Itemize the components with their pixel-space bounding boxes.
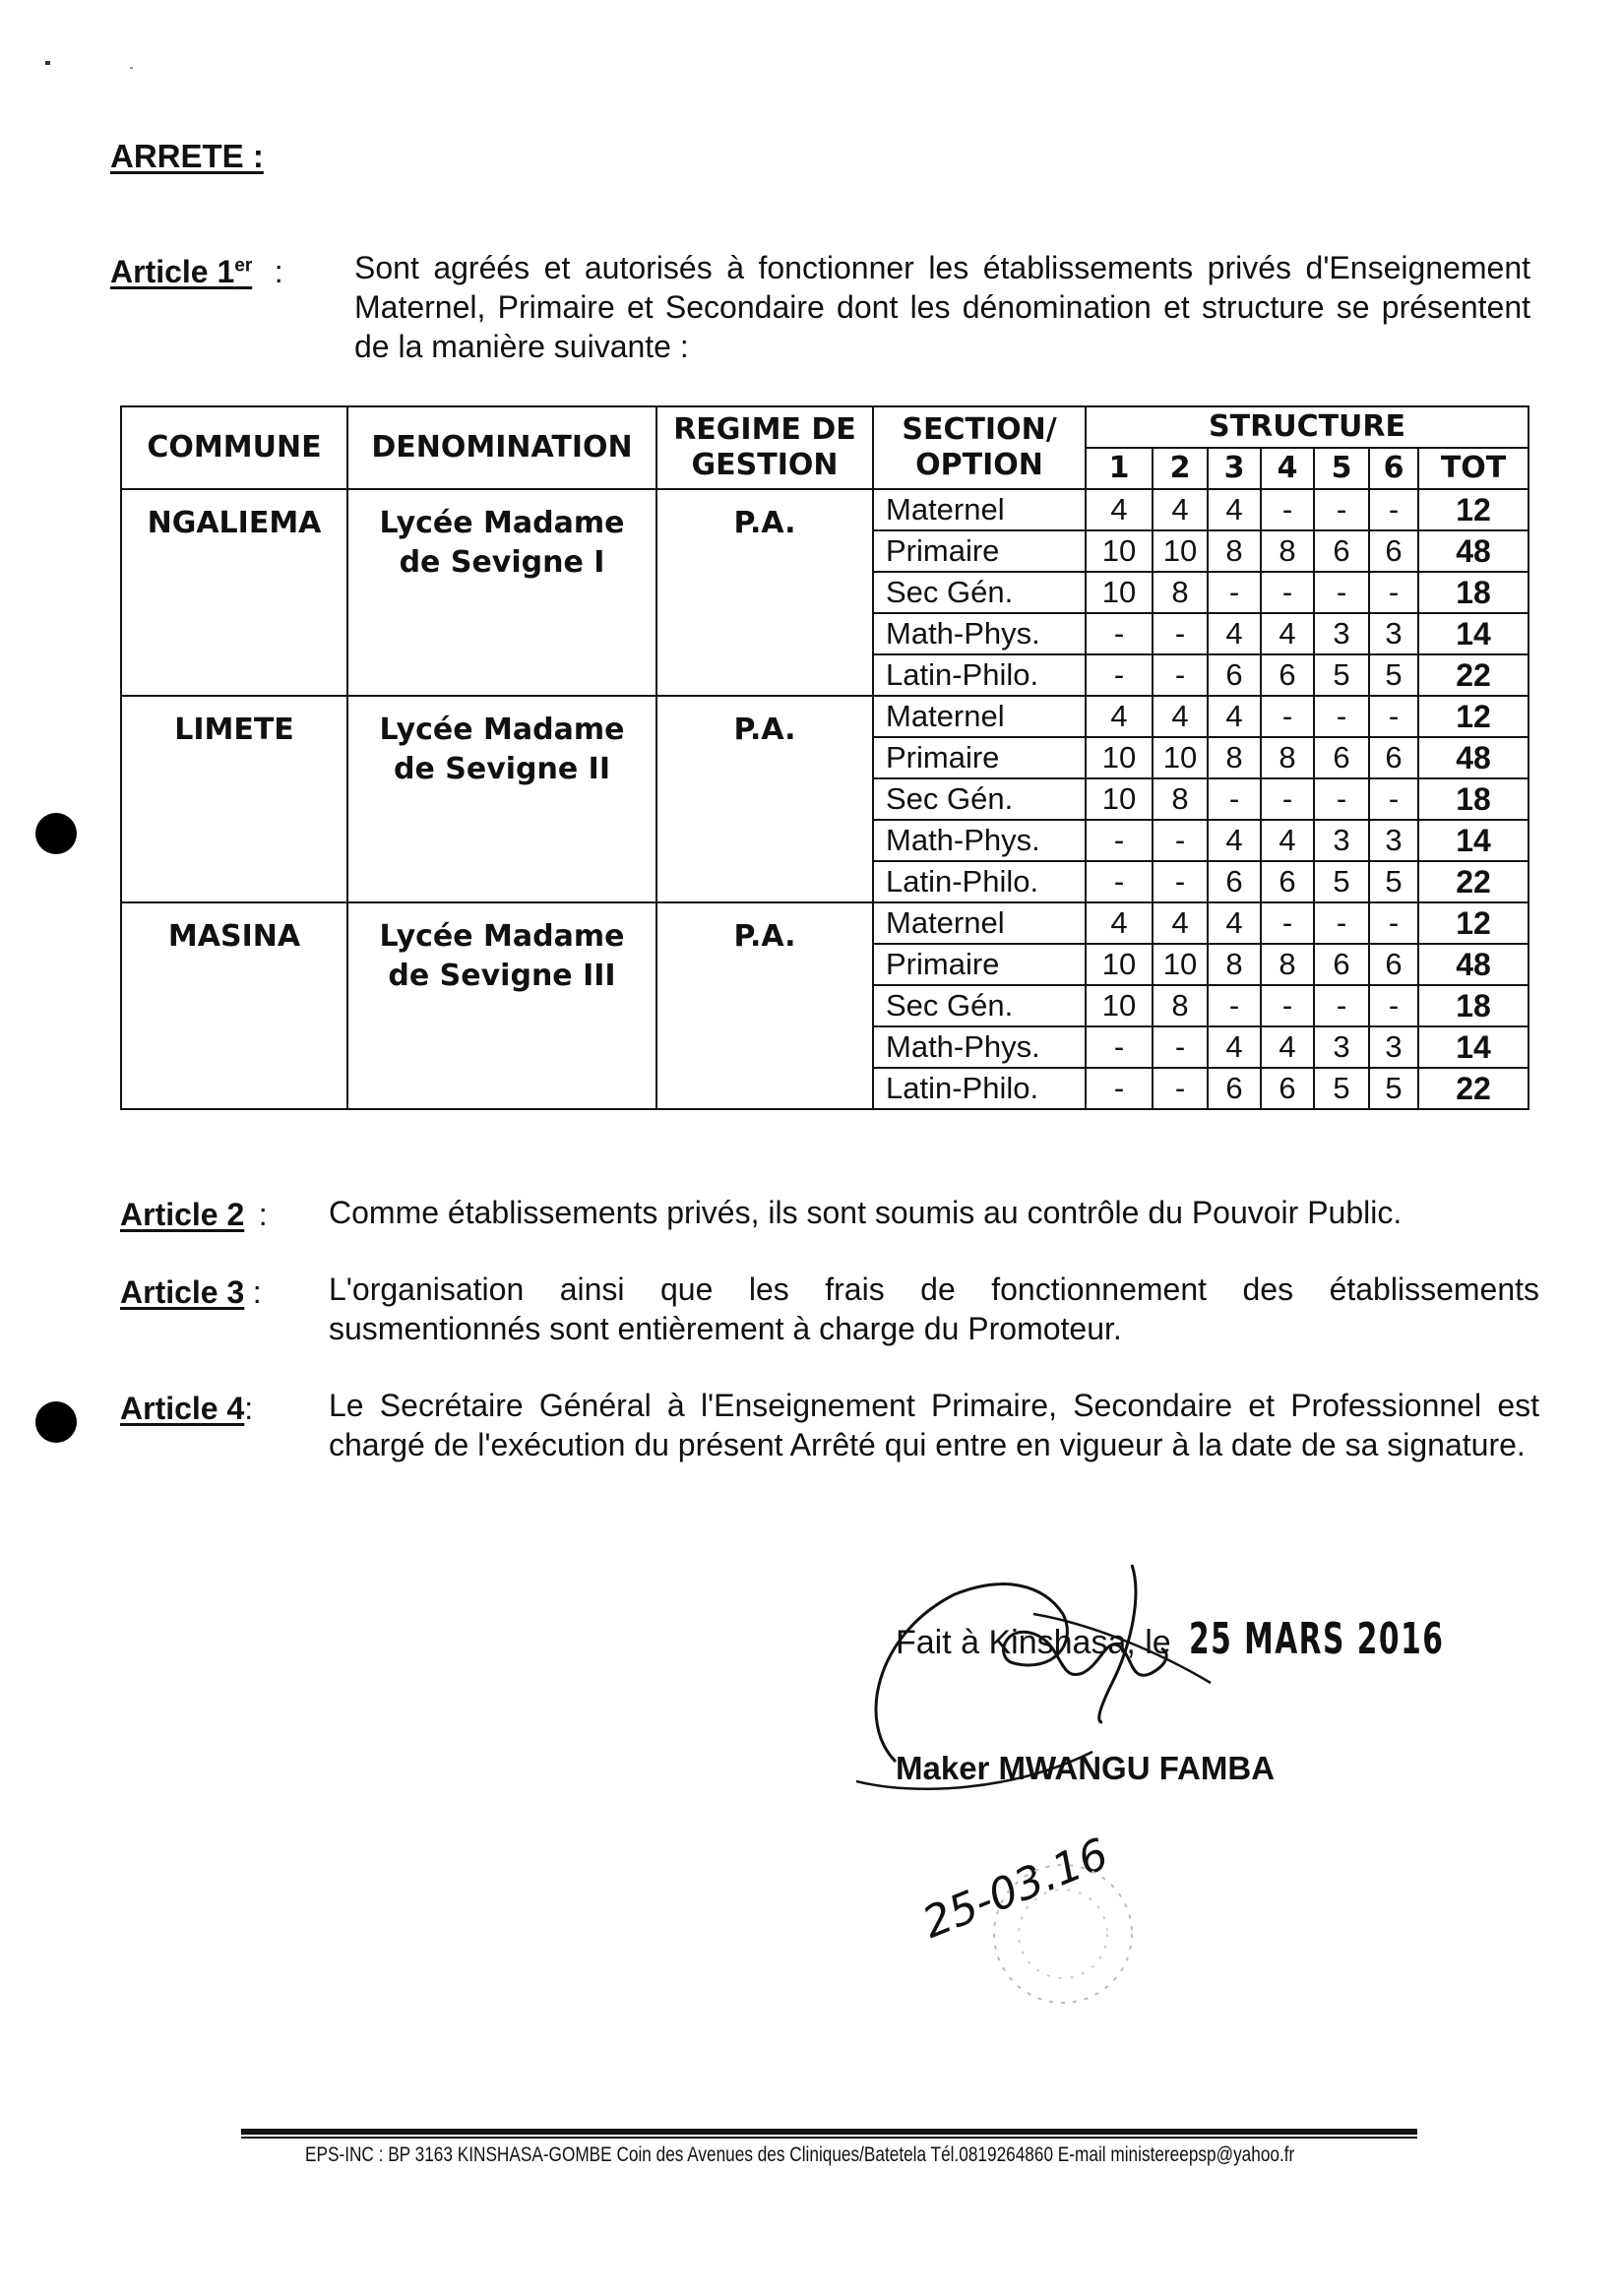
article-3-text: L'organisation ainsi que les frais de fonctionnement des établissements susmentionnés sont entièrement à charge du Promoteur. xyxy=(329,1272,1539,1346)
total-cell: 22 xyxy=(1418,861,1528,902)
denomination-cell: Lycée Madame de Sevigne I xyxy=(347,489,656,696)
total-cell: 12 xyxy=(1418,489,1528,530)
structure-value-cell: - xyxy=(1261,778,1314,820)
section-cell: Math-Phys. xyxy=(873,1026,1086,1068)
structure-value-cell: 8 xyxy=(1208,737,1261,778)
section-cell: Sec Gén. xyxy=(873,778,1086,820)
structure-value-cell: 3 xyxy=(1369,613,1418,654)
structure-value-cell: - xyxy=(1261,985,1314,1026)
structure-value-cell: 4 xyxy=(1208,696,1261,737)
structure-value-cell: 8 xyxy=(1261,737,1314,778)
punch-hole-mark xyxy=(35,1401,77,1443)
structure-value-cell: 8 xyxy=(1208,944,1261,985)
structure-value-cell: - xyxy=(1153,1026,1208,1068)
table-row xyxy=(121,902,1528,944)
article-4-colon: : xyxy=(244,1391,254,1426)
article-2-label xyxy=(120,1197,268,1233)
structure-value-cell: 10 xyxy=(1086,530,1153,572)
table-body xyxy=(121,489,1528,1109)
article-1-label-text xyxy=(110,254,252,289)
section-cell: Primaire xyxy=(873,944,1086,985)
denomination-cell: Lycée Madame de Sevigne II xyxy=(347,696,656,902)
article-1-text: Sont agréés et autorisés à fonctionner les établissements privés d'Enseignement Maternel, Primaire et Secondaire dont les dénomination et structure se présentent de la manière suivante : xyxy=(354,250,1530,364)
structure-value-cell: 4 xyxy=(1086,696,1153,737)
section-cell: Math-Phys. xyxy=(873,613,1086,654)
structure-value-cell: 4 xyxy=(1208,489,1261,530)
punch-hole-mark xyxy=(35,813,77,854)
structure-value-cell: - xyxy=(1314,778,1369,820)
structure-value-cell: - xyxy=(1314,572,1369,613)
article-2-text: Comme établissements privés, ils sont soumis au contrôle du Pouvoir Public. xyxy=(329,1195,1403,1230)
header-col-tot: TOT xyxy=(1418,448,1528,489)
total-cell: 14 xyxy=(1418,820,1528,861)
article-1-label-sup: er xyxy=(234,255,253,277)
handwritten-date: 25-03.16 xyxy=(915,1829,1116,1949)
structure-value-cell: - xyxy=(1208,985,1261,1026)
structure-value-cell: - xyxy=(1369,696,1418,737)
section-cell: Maternel xyxy=(873,696,1086,737)
structure-value-cell: - xyxy=(1153,613,1208,654)
scan-speck xyxy=(130,67,133,69)
header-col-1: 1 xyxy=(1086,448,1153,489)
section-cell: Sec Gén. xyxy=(873,572,1086,613)
section-cell: Latin-Philo. xyxy=(873,654,1086,696)
total-cell: 14 xyxy=(1418,613,1528,654)
structure-value-cell: 10 xyxy=(1086,985,1153,1026)
article-4-label-text: Article 4 xyxy=(120,1391,245,1426)
article-2-colon: : xyxy=(258,1197,268,1232)
total-cell: 48 xyxy=(1418,530,1528,572)
scan-speck xyxy=(45,61,50,65)
header-section: SECTION/ OPTION xyxy=(873,406,1086,489)
structure-value-cell: 4 xyxy=(1208,1026,1261,1068)
section-cell: Maternel xyxy=(873,489,1086,530)
structure-value-cell: - xyxy=(1261,696,1314,737)
structure-value-cell: - xyxy=(1314,696,1369,737)
structure-value-cell: 8 xyxy=(1153,778,1208,820)
header-regime: REGIME DE GESTION xyxy=(656,406,873,489)
structure-value-cell: 5 xyxy=(1369,654,1418,696)
article-1-colon: : xyxy=(274,254,283,289)
footer-rule-thick xyxy=(241,2129,1417,2135)
section-cell: Latin-Philo. xyxy=(873,861,1086,902)
structure-value-cell: - xyxy=(1086,1068,1153,1109)
header-structure: STRUCTURE xyxy=(1086,406,1528,448)
total-cell: 12 xyxy=(1418,696,1528,737)
structure-value-cell: - xyxy=(1261,902,1314,944)
structure-table xyxy=(120,405,1529,1110)
header-col-6: 6 xyxy=(1369,448,1418,489)
total-cell: 48 xyxy=(1418,737,1528,778)
total-cell: 18 xyxy=(1418,572,1528,613)
header-commune: COMMUNE xyxy=(121,406,347,489)
regime-cell: P.A. xyxy=(656,902,873,1109)
structure-value-cell: 4 xyxy=(1153,489,1208,530)
article-1-label xyxy=(110,254,283,290)
structure-value-cell: 4 xyxy=(1261,613,1314,654)
structure-value-cell: 6 xyxy=(1208,654,1261,696)
regime-cell: P.A. xyxy=(656,696,873,902)
header-denomination: DENOMINATION xyxy=(347,406,656,489)
structure-value-cell: - xyxy=(1086,820,1153,861)
footer-rule-thin xyxy=(241,2137,1417,2139)
structure-value-cell: 10 xyxy=(1153,944,1208,985)
date-stamp: 25 MARS 2016 xyxy=(1189,1614,1445,1664)
total-cell: 22 xyxy=(1418,654,1528,696)
section-cell: Sec Gén. xyxy=(873,985,1086,1026)
structure-value-cell: - xyxy=(1086,613,1153,654)
handwritten-signature xyxy=(837,1555,1250,1801)
total-cell: 48 xyxy=(1418,944,1528,985)
structure-value-cell: 5 xyxy=(1369,861,1418,902)
structure-value-cell: - xyxy=(1261,489,1314,530)
structure-value-cell: 6 xyxy=(1314,944,1369,985)
structure-value-cell: 6 xyxy=(1261,654,1314,696)
place-date-text: Fait à Kinshasa, le xyxy=(896,1624,1171,1661)
total-cell: 18 xyxy=(1418,778,1528,820)
structure-value-cell: - xyxy=(1369,489,1418,530)
section-cell: Math-Phys. xyxy=(873,820,1086,861)
table-row xyxy=(121,489,1528,530)
page-heading: ARRETE : xyxy=(110,138,264,174)
structure-value-cell: 4 xyxy=(1208,902,1261,944)
article-4-label xyxy=(120,1391,253,1427)
structure-value-cell: 6 xyxy=(1314,530,1369,572)
structure-value-cell: 6 xyxy=(1208,861,1261,902)
article-4-text: Le Secrétaire Général à l'Enseignement Primaire, Secondaire et Professionnel est chargé de l'exécution du présent Arrêté qui entre en vigueur à la date de sa signature. xyxy=(329,1388,1539,1462)
structure-value-cell: 4 xyxy=(1086,902,1153,944)
table-header-row-1 xyxy=(121,406,1528,448)
structure-value-cell: 5 xyxy=(1314,861,1369,902)
structure-value-cell: 3 xyxy=(1314,613,1369,654)
structure-value-cell: - xyxy=(1153,861,1208,902)
structure-value-cell: 4 xyxy=(1208,613,1261,654)
structure-value-cell: 4 xyxy=(1153,696,1208,737)
regime-cell: P.A. xyxy=(656,489,873,696)
structure-value-cell: 10 xyxy=(1153,737,1208,778)
structure-value-cell: 3 xyxy=(1314,820,1369,861)
structure-value-cell: - xyxy=(1086,1026,1153,1068)
structure-value-cell: 5 xyxy=(1314,654,1369,696)
structure-value-cell: 4 xyxy=(1261,820,1314,861)
structure-value-cell: - xyxy=(1208,572,1261,613)
article-3-colon: : xyxy=(252,1274,262,1310)
header-col-5: 5 xyxy=(1314,448,1369,489)
structure-value-cell: 6 xyxy=(1208,1068,1261,1109)
article-3-label xyxy=(120,1274,262,1311)
total-cell: 12 xyxy=(1418,902,1528,944)
header-col-3: 3 xyxy=(1208,448,1261,489)
structure-value-cell: - xyxy=(1153,1068,1208,1109)
structure-value-cell: - xyxy=(1369,902,1418,944)
structure-value-cell: 6 xyxy=(1369,737,1418,778)
structure-value-cell: - xyxy=(1261,572,1314,613)
structure-value-cell: - xyxy=(1208,778,1261,820)
commune-cell: NGALIEMA xyxy=(121,489,347,696)
structure-value-cell: 3 xyxy=(1314,1026,1369,1068)
header-col-4: 4 xyxy=(1261,448,1314,489)
structure-value-cell: 6 xyxy=(1314,737,1369,778)
structure-value-cell: - xyxy=(1086,861,1153,902)
structure-value-cell: 4 xyxy=(1208,820,1261,861)
structure-value-cell: 6 xyxy=(1369,944,1418,985)
structure-value-cell: 6 xyxy=(1369,530,1418,572)
total-cell: 14 xyxy=(1418,1026,1528,1068)
structure-value-cell: - xyxy=(1314,489,1369,530)
structure-value-cell: - xyxy=(1314,902,1369,944)
structure-value-cell: 10 xyxy=(1153,530,1208,572)
structure-value-cell: 4 xyxy=(1261,1026,1314,1068)
article-1-label-main: Article 1 xyxy=(110,254,235,289)
structure-value-cell: 8 xyxy=(1153,572,1208,613)
structure-value-cell: - xyxy=(1369,985,1418,1026)
structure-value-cell: 8 xyxy=(1153,985,1208,1026)
structure-value-cell: - xyxy=(1086,654,1153,696)
signer-name: Maker MWANGU FAMBA xyxy=(896,1750,1276,1786)
header-col-2: 2 xyxy=(1153,448,1208,489)
structure-value-cell: 10 xyxy=(1086,944,1153,985)
commune-cell: MASINA xyxy=(121,902,347,1109)
structure-value-cell: 8 xyxy=(1261,944,1314,985)
structure-value-cell: 3 xyxy=(1369,1026,1418,1068)
article-2-label-text: Article 2 xyxy=(120,1197,245,1232)
structure-value-cell: 4 xyxy=(1153,902,1208,944)
structure-value-cell: 5 xyxy=(1369,1068,1418,1109)
structure-value-cell: 6 xyxy=(1261,1068,1314,1109)
structure-value-cell: 8 xyxy=(1261,530,1314,572)
structure-value-cell: 5 xyxy=(1314,1068,1369,1109)
section-cell: Primaire xyxy=(873,530,1086,572)
article-3-label-text: Article 3 xyxy=(120,1274,245,1310)
section-cell: Latin-Philo. xyxy=(873,1068,1086,1109)
structure-value-cell: 4 xyxy=(1086,489,1153,530)
official-stamp-mark xyxy=(945,1850,1181,2017)
section-cell: Maternel xyxy=(873,902,1086,944)
structure-value-cell: 10 xyxy=(1086,572,1153,613)
structure-value-cell: 8 xyxy=(1208,530,1261,572)
structure-value-cell: - xyxy=(1153,820,1208,861)
total-cell: 18 xyxy=(1418,985,1528,1026)
section-cell: Primaire xyxy=(873,737,1086,778)
denomination-cell: Lycée Madame de Sevigne III xyxy=(347,902,656,1109)
structure-value-cell: - xyxy=(1369,778,1418,820)
structure-value-cell: 10 xyxy=(1086,737,1153,778)
commune-cell: LIMETE xyxy=(121,696,347,902)
total-cell: 22 xyxy=(1418,1068,1528,1109)
table-row xyxy=(121,696,1528,737)
structure-value-cell: - xyxy=(1369,572,1418,613)
structure-value-cell: 6 xyxy=(1261,861,1314,902)
structure-value-cell: 3 xyxy=(1369,820,1418,861)
footer-contact: EPS-INC : BP 3163 KINSHASA-GOMBE Coin des Avenues des Cliniques/Batetela Tél.0819264860 E-mail ministereepsp@yahoo.fr xyxy=(305,2143,1295,2166)
structure-value-cell: 10 xyxy=(1086,778,1153,820)
structure-value-cell: - xyxy=(1153,654,1208,696)
structure-value-cell: - xyxy=(1314,985,1369,1026)
